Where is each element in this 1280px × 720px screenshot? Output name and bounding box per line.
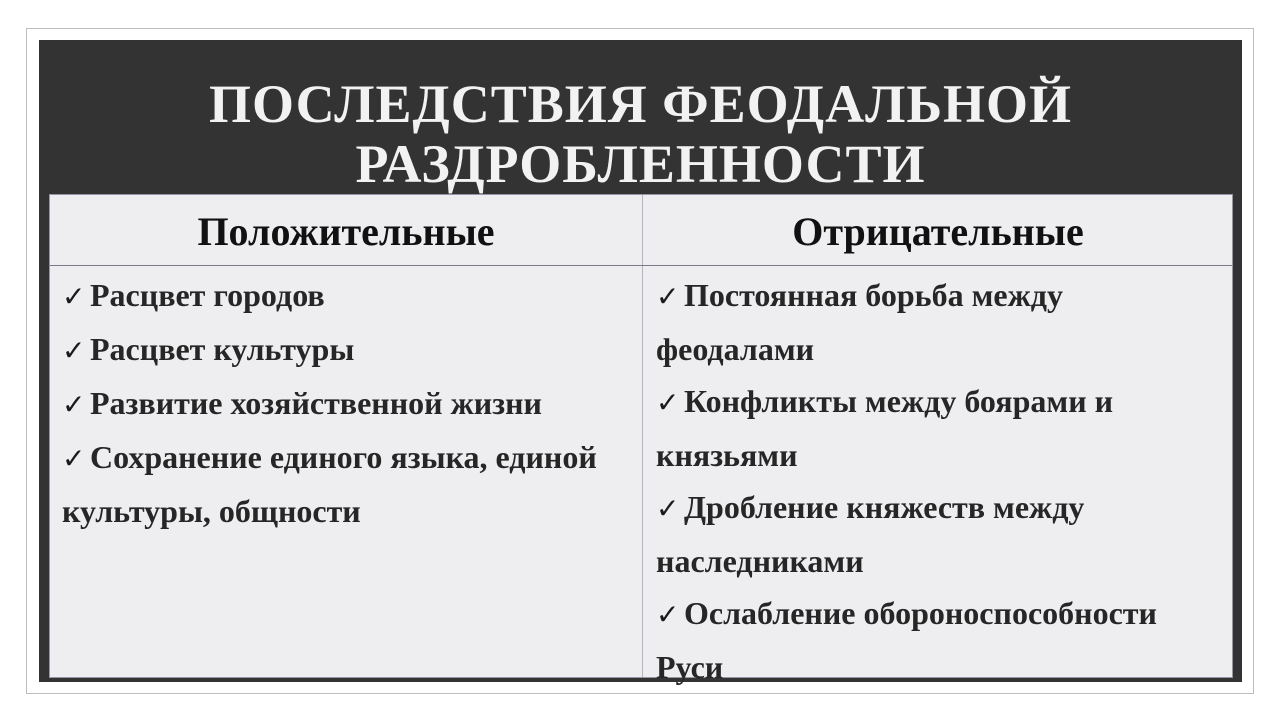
header-divider	[50, 265, 1232, 266]
slide	[39, 40, 1242, 685]
checkmark-icon: ✓	[656, 386, 680, 419]
positive-item-text: Развитие хозяйственной жизни	[90, 385, 542, 421]
list-item	[62, 269, 634, 323]
list-item	[62, 431, 634, 537]
list-item	[62, 377, 634, 431]
negative-item-text: Ослабление обороноспособности Руси	[656, 595, 1157, 685]
column-divider	[642, 195, 643, 677]
list-item	[62, 323, 634, 377]
slide-title-line-1: ПОСЛЕДСТВИЯ ФЕОДАЛЬНОЙ	[208, 74, 1073, 134]
negative-column-header: Отрицательные	[792, 209, 1084, 254]
checkmark-icon: ✓	[62, 388, 86, 421]
checkmark-icon: ✓	[656, 598, 680, 631]
list-item	[656, 375, 1226, 481]
positive-column-header: Положительные	[197, 209, 495, 254]
checkmark-icon: ✓	[656, 492, 680, 525]
negative-item-text: Дробление княжеств между наследниками	[656, 489, 1085, 579]
checkmark-icon: ✓	[62, 280, 86, 313]
negative-list	[656, 269, 1226, 693]
positive-item-text: Расцвет культуры	[90, 331, 355, 367]
negative-item-text: Конфликты между боярами и князьями	[656, 383, 1114, 473]
checkmark-icon: ✓	[656, 280, 680, 313]
slide-title-line-2: РАЗДРОБЛЕННОСТИ	[355, 134, 926, 194]
consequences-table	[49, 194, 1233, 685]
list-item	[656, 269, 1226, 375]
list-item	[656, 481, 1226, 587]
positive-item-text: Сохранение единого языка, единой культуры, общности	[62, 439, 597, 529]
list-item	[656, 587, 1226, 693]
checkmark-icon: ✓	[62, 442, 86, 475]
positive-item-text: Расцвет городов	[90, 277, 325, 313]
checkmark-icon: ✓	[62, 334, 86, 367]
negative-item-text: Постоянная борьба между феодалами	[656, 277, 1063, 367]
positive-list	[62, 269, 634, 537]
slide-title	[39, 74, 1242, 194]
